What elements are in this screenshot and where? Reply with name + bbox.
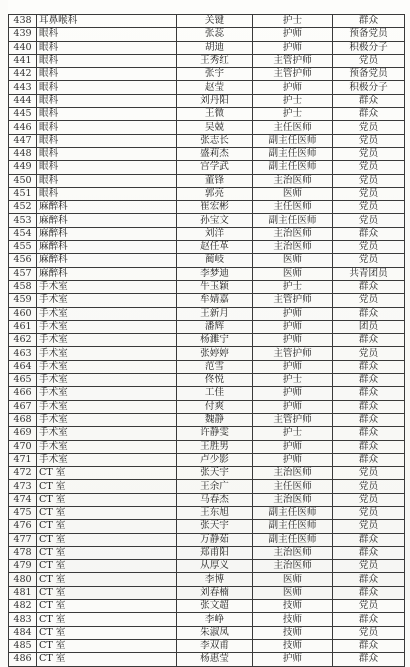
department-cell: 眼科 (37, 28, 177, 41)
row-number: 479 (9, 560, 37, 573)
title-cell: 副主任医师 (253, 533, 333, 546)
name-cell: 董锋 (177, 174, 253, 187)
name-cell: 张天宇 (177, 467, 253, 480)
table-row (9, 54, 405, 67)
name-cell: 张宇 (177, 68, 253, 81)
row-number: 477 (9, 533, 37, 546)
table-row (9, 68, 405, 81)
political-status-cell: 群众 (333, 453, 405, 466)
department-cell: CT 室 (37, 467, 177, 480)
name-cell: 魏静 (177, 413, 253, 426)
department-cell: 手术室 (37, 360, 177, 373)
name-cell: 刘春楠 (177, 586, 253, 599)
department-cell: 耳鼻喉科 (37, 15, 177, 28)
name-cell: 宫学武 (177, 161, 253, 174)
name-cell: 张文超 (177, 600, 253, 613)
row-number: 464 (9, 360, 37, 373)
name-cell: 付爽 (177, 400, 253, 413)
name-cell: 赵任革 (177, 241, 253, 254)
name-cell: 杨惠莹 (177, 653, 253, 666)
title-cell: 主治医师 (253, 227, 333, 240)
political-status-cell: 群众 (333, 413, 405, 426)
row-number: 466 (9, 387, 37, 400)
name-cell: 盛莉杰 (177, 147, 253, 160)
name-cell: 王新月 (177, 307, 253, 320)
row-number: 451 (9, 187, 37, 200)
political-status-cell: 群众 (333, 108, 405, 121)
table-row (9, 334, 405, 347)
row-number: 468 (9, 413, 37, 426)
table-row (9, 360, 405, 373)
title-cell: 医师 (253, 187, 333, 200)
title-cell: 护士 (253, 94, 333, 107)
department-cell: 手术室 (37, 334, 177, 347)
department-cell: 手术室 (37, 374, 177, 387)
department-cell: 眼科 (37, 68, 177, 81)
title-cell: 主管护师 (253, 68, 333, 81)
row-number: 439 (9, 28, 37, 41)
name-cell: 李双甫 (177, 639, 253, 652)
row-number: 475 (9, 506, 37, 519)
row-number: 480 (9, 573, 37, 586)
political-status-cell: 群众 (333, 586, 405, 599)
department-cell: 麻醉科 (37, 227, 177, 240)
table-row (9, 280, 405, 293)
table-row (9, 134, 405, 147)
staff-roster-table (8, 14, 405, 667)
political-status-cell: 党员 (333, 214, 405, 227)
row-number: 457 (9, 267, 37, 280)
political-status-cell: 预备党员 (333, 28, 405, 41)
name-cell: 范雪 (177, 360, 253, 373)
title-cell: 护师 (253, 320, 333, 333)
row-number: 448 (9, 147, 37, 160)
title-cell: 技师 (253, 626, 333, 639)
table-row (9, 174, 405, 187)
title-cell: 护师 (253, 400, 333, 413)
table-row (9, 94, 405, 107)
row-number: 482 (9, 600, 37, 613)
row-number: 484 (9, 626, 37, 639)
name-cell: 赵莹 (177, 81, 253, 94)
row-number: 445 (9, 108, 37, 121)
title-cell: 主治医师 (253, 493, 333, 506)
political-status-cell: 党员 (333, 174, 405, 187)
department-cell: CT 室 (37, 613, 177, 626)
title-cell: 护师 (253, 440, 333, 453)
table-row (9, 187, 405, 200)
political-status-cell: 积极分子 (333, 41, 405, 54)
table-row (9, 81, 405, 94)
title-cell: 技师 (253, 613, 333, 626)
department-cell: 手术室 (37, 280, 177, 293)
row-number: 461 (9, 320, 37, 333)
table-row (9, 28, 405, 41)
department-cell: 手术室 (37, 387, 177, 400)
table-row (9, 480, 405, 493)
political-status-cell: 群众 (333, 440, 405, 453)
name-cell: 郑甫阳 (177, 546, 253, 559)
title-cell: 护士 (253, 280, 333, 293)
name-cell: 卢少影 (177, 453, 253, 466)
title-cell: 技师 (253, 639, 333, 652)
political-status-cell: 群众 (333, 280, 405, 293)
department-cell: CT 室 (37, 506, 177, 519)
name-cell: 王微 (177, 108, 253, 121)
title-cell: 副主任医师 (253, 520, 333, 533)
department-cell: CT 室 (37, 480, 177, 493)
department-cell: 手术室 (37, 347, 177, 360)
political-status-cell: 党员 (333, 201, 405, 214)
department-cell: 麻醉科 (37, 254, 177, 267)
title-cell: 副主任医师 (253, 214, 333, 227)
title-cell: 主管护师 (253, 294, 333, 307)
department-cell: 眼科 (37, 187, 177, 200)
title-cell: 护士 (253, 374, 333, 387)
title-cell: 护师 (253, 334, 333, 347)
table-row (9, 121, 405, 134)
table-row (9, 161, 405, 174)
title-cell: 副主任医师 (253, 134, 333, 147)
political-status-cell: 群众 (333, 227, 405, 240)
table-row (9, 586, 405, 599)
name-cell: 从厚义 (177, 560, 253, 573)
name-cell: 王秀红 (177, 54, 253, 67)
name-cell: 张婷婷 (177, 347, 253, 360)
table-row (9, 15, 405, 28)
political-status-cell: 党员 (333, 520, 405, 533)
name-cell: 佟悦 (177, 374, 253, 387)
title-cell: 护师 (253, 387, 333, 400)
political-status-cell: 群众 (333, 374, 405, 387)
table-row (9, 427, 405, 440)
title-cell: 医师 (253, 267, 333, 280)
political-status-cell: 群众 (333, 360, 405, 373)
table-row (9, 560, 405, 573)
table-row (9, 600, 405, 613)
political-status-cell: 群众 (333, 546, 405, 559)
department-cell: 眼科 (37, 81, 177, 94)
title-cell: 医师 (253, 586, 333, 599)
table-row (9, 520, 405, 533)
table-row (9, 626, 405, 639)
row-number: 455 (9, 241, 37, 254)
department-cell: CT 室 (37, 493, 177, 506)
department-cell: 手术室 (37, 400, 177, 413)
political-status-cell: 党员 (333, 600, 405, 613)
table-row (9, 241, 405, 254)
department-cell: 麻醉科 (37, 241, 177, 254)
row-number: 446 (9, 121, 37, 134)
row-number: 469 (9, 427, 37, 440)
department-cell: CT 室 (37, 626, 177, 639)
name-cell: 刘丹阳 (177, 94, 253, 107)
name-cell: 蔺岐 (177, 254, 253, 267)
row-number: 471 (9, 453, 37, 466)
political-status-cell: 群众 (333, 653, 405, 666)
political-status-cell: 党员 (333, 493, 405, 506)
political-status-cell: 群众 (333, 533, 405, 546)
political-status-cell: 群众 (333, 573, 405, 586)
document-page (8, 0, 410, 665)
row-number: 444 (9, 94, 37, 107)
name-cell: 工佳 (177, 387, 253, 400)
row-number: 467 (9, 400, 37, 413)
political-status-cell: 党员 (333, 254, 405, 267)
table-row (9, 613, 405, 626)
name-cell: 杨濉宁 (177, 334, 253, 347)
title-cell: 护士 (253, 108, 333, 121)
row-number: 459 (9, 294, 37, 307)
table-row (9, 453, 405, 466)
political-status-cell: 团员 (333, 320, 405, 333)
political-status-cell: 群众 (333, 639, 405, 652)
row-number: 456 (9, 254, 37, 267)
name-cell: 刘洋 (177, 227, 253, 240)
title-cell: 护士 (253, 15, 333, 28)
row-number: 458 (9, 280, 37, 293)
row-number: 462 (9, 334, 37, 347)
department-cell: 手术室 (37, 307, 177, 320)
department-cell: CT 室 (37, 560, 177, 573)
title-cell: 主治医师 (253, 560, 333, 573)
table-row (9, 546, 405, 559)
political-status-cell: 积极分子 (333, 81, 405, 94)
title-cell: 护士 (253, 427, 333, 440)
table-row (9, 227, 405, 240)
name-cell: 马春杰 (177, 493, 253, 506)
table-row (9, 294, 405, 307)
name-cell: 李梦迪 (177, 267, 253, 280)
name-cell: 许静雯 (177, 427, 253, 440)
row-number: 486 (9, 653, 37, 666)
table-row (9, 440, 405, 453)
row-number: 441 (9, 54, 37, 67)
political-status-cell: 党员 (333, 506, 405, 519)
political-status-cell: 党员 (333, 187, 405, 200)
row-number: 440 (9, 41, 37, 54)
name-cell: 崔宏彬 (177, 201, 253, 214)
table-row (9, 214, 405, 227)
department-cell: 麻醉科 (37, 214, 177, 227)
department-cell: 眼科 (37, 121, 177, 134)
table-row (9, 400, 405, 413)
title-cell: 主管护师 (253, 347, 333, 360)
political-status-cell: 党员 (333, 294, 405, 307)
name-cell: 王余广 (177, 480, 253, 493)
department-cell: 手术室 (37, 440, 177, 453)
department-cell: 眼科 (37, 161, 177, 174)
title-cell: 主治医师 (253, 546, 333, 559)
row-number: 447 (9, 134, 37, 147)
table-row (9, 320, 405, 333)
table-row (9, 267, 405, 280)
table-row (9, 201, 405, 214)
title-cell: 主任医师 (253, 480, 333, 493)
department-cell: 眼科 (37, 174, 177, 187)
department-cell: CT 室 (37, 639, 177, 652)
department-cell: CT 室 (37, 573, 177, 586)
row-number: 465 (9, 374, 37, 387)
department-cell: CT 室 (37, 546, 177, 559)
department-cell: 手术室 (37, 453, 177, 466)
row-number: 474 (9, 493, 37, 506)
name-cell: 关键 (177, 15, 253, 28)
title-cell: 副主任医师 (253, 161, 333, 174)
political-status-cell: 党员 (333, 54, 405, 67)
name-cell: 李峥 (177, 613, 253, 626)
political-status-cell: 党员 (333, 161, 405, 174)
political-status-cell: 党员 (333, 480, 405, 493)
department-cell: 眼科 (37, 134, 177, 147)
political-status-cell: 党员 (333, 347, 405, 360)
political-status-cell: 群众 (333, 15, 405, 28)
political-status-cell: 党员 (333, 626, 405, 639)
name-cell: 李博 (177, 573, 253, 586)
table-row (9, 254, 405, 267)
name-cell: 孙宝文 (177, 214, 253, 227)
department-cell: 手术室 (37, 413, 177, 426)
row-number: 463 (9, 347, 37, 360)
table-row (9, 147, 405, 160)
department-cell: 麻醉科 (37, 267, 177, 280)
title-cell: 护师 (253, 81, 333, 94)
title-cell: 护师 (253, 453, 333, 466)
political-status-cell: 党员 (333, 560, 405, 573)
department-cell: 眼科 (37, 108, 177, 121)
table-row (9, 387, 405, 400)
title-cell: 护师 (253, 28, 333, 41)
row-number: 438 (9, 15, 37, 28)
name-cell: 潘辉 (177, 320, 253, 333)
title-cell: 医师 (253, 254, 333, 267)
political-status-cell: 群众 (333, 613, 405, 626)
table-row (9, 467, 405, 480)
name-cell: 牟婧嘉 (177, 294, 253, 307)
department-cell: CT 室 (37, 653, 177, 666)
title-cell: 主治医师 (253, 241, 333, 254)
title-cell: 主任医师 (253, 201, 333, 214)
row-number: 460 (9, 307, 37, 320)
row-number: 442 (9, 68, 37, 81)
department-cell: 眼科 (37, 41, 177, 54)
row-number: 472 (9, 467, 37, 480)
title-cell: 护师 (253, 41, 333, 54)
title-cell: 护师 (253, 653, 333, 666)
table-row (9, 506, 405, 519)
name-cell: 王东旭 (177, 506, 253, 519)
row-number: 470 (9, 440, 37, 453)
row-number: 485 (9, 639, 37, 652)
department-cell: 眼科 (37, 54, 177, 67)
table-row (9, 347, 405, 360)
department-cell: CT 室 (37, 533, 177, 546)
title-cell: 护师 (253, 307, 333, 320)
political-status-cell: 共青团员 (333, 267, 405, 280)
table-row (9, 413, 405, 426)
table-row (9, 573, 405, 586)
political-status-cell: 党员 (333, 147, 405, 160)
row-number: 443 (9, 81, 37, 94)
political-status-cell: 群众 (333, 307, 405, 320)
table-row (9, 533, 405, 546)
political-status-cell: 群众 (333, 387, 405, 400)
political-status-cell: 群众 (333, 400, 405, 413)
title-cell: 主管护师 (253, 54, 333, 67)
political-status-cell: 群众 (333, 94, 405, 107)
row-number: 449 (9, 161, 37, 174)
table-row (9, 653, 405, 666)
department-cell: 手术室 (37, 294, 177, 307)
row-number: 454 (9, 227, 37, 240)
department-cell: 眼科 (37, 147, 177, 160)
name-cell: 王胜男 (177, 440, 253, 453)
political-status-cell: 党员 (333, 467, 405, 480)
title-cell: 主治医师 (253, 174, 333, 187)
row-number: 450 (9, 174, 37, 187)
political-status-cell: 党员 (333, 134, 405, 147)
table-row (9, 41, 405, 54)
table-row (9, 108, 405, 121)
department-cell: CT 室 (37, 586, 177, 599)
row-number: 476 (9, 520, 37, 533)
political-status-cell: 群众 (333, 334, 405, 347)
department-cell: CT 室 (37, 520, 177, 533)
row-number: 481 (9, 586, 37, 599)
title-cell: 医师 (253, 573, 333, 586)
title-cell: 副主任医师 (253, 506, 333, 519)
name-cell: 郭亮 (177, 187, 253, 200)
department-cell: CT 室 (37, 600, 177, 613)
title-cell: 主任医师 (253, 121, 333, 134)
name-cell: 牛玉颖 (177, 280, 253, 293)
department-cell: 麻醉科 (37, 201, 177, 214)
table-row (9, 639, 405, 652)
title-cell: 主治医师 (253, 467, 333, 480)
title-cell: 护师 (253, 360, 333, 373)
political-status-cell: 群众 (333, 427, 405, 440)
name-cell: 张天宇 (177, 520, 253, 533)
table-row (9, 307, 405, 320)
political-status-cell: 党员 (333, 121, 405, 134)
name-cell: 张志长 (177, 134, 253, 147)
name-cell: 胡迪 (177, 41, 253, 54)
title-cell: 主管护师 (253, 413, 333, 426)
name-cell: 万静茹 (177, 533, 253, 546)
table-row (9, 493, 405, 506)
department-cell: 手术室 (37, 320, 177, 333)
row-number: 483 (9, 613, 37, 626)
political-status-cell: 预备党员 (333, 68, 405, 81)
name-cell: 张蕊 (177, 28, 253, 41)
row-number: 478 (9, 546, 37, 559)
table-row (9, 374, 405, 387)
department-cell: 手术室 (37, 427, 177, 440)
row-number: 473 (9, 480, 37, 493)
row-number: 452 (9, 201, 37, 214)
department-cell: 眼科 (37, 94, 177, 107)
title-cell: 副主任医师 (253, 147, 333, 160)
roster-body (9, 15, 405, 667)
political-status-cell: 党员 (333, 241, 405, 254)
row-number: 453 (9, 214, 37, 227)
name-cell: 朱淑凤 (177, 626, 253, 639)
title-cell: 技师 (253, 600, 333, 613)
name-cell: 吴兢 (177, 121, 253, 134)
